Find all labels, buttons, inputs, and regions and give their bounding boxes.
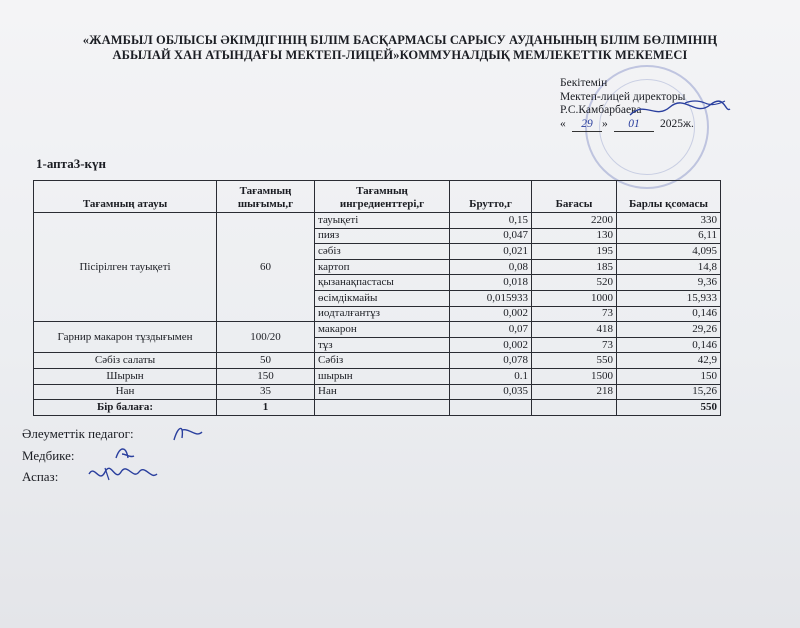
price-cell: 1000 (532, 290, 617, 306)
col-brutto: Брутто,г (450, 181, 532, 213)
sum-cell: 6,11 (617, 228, 721, 244)
approval-name: Р.С.Камбарбаева (560, 104, 642, 116)
price-cell: 185 (532, 259, 617, 275)
cook-label: Аспаз: (22, 469, 59, 484)
date-year: 2025ж. (660, 117, 694, 130)
price-cell: 218 (532, 384, 617, 400)
brutto-cell: 0,002 (450, 306, 532, 322)
sum-cell: 0,146 (617, 306, 721, 322)
dish-name-cell: Пісірілген тауықеті (34, 213, 217, 322)
total-empty-3 (532, 400, 617, 416)
ingredient-cell: пияз (315, 228, 450, 244)
price-cell: 130 (532, 228, 617, 244)
sum-cell: 14,8 (617, 259, 721, 275)
brutto-cell: 0,08 (450, 259, 532, 275)
date-day: 29 (572, 118, 602, 133)
brutto-cell: 0,035 (450, 384, 532, 400)
brutto-cell: 0,021 (450, 244, 532, 260)
header-line-2: АБЫЛАЙ ХАН АТЫНДАҒЫ МЕКТЕП-ЛИЦЕЙ»КОММУНАЛДЫҚ МЕМЛЕКЕТТІК МЕКЕМЕСІ (112, 48, 688, 62)
dish-yield-cell: 50 (217, 353, 315, 369)
price-cell: 195 (532, 244, 617, 260)
document-header (40, 33, 760, 63)
sum-cell: 15,26 (617, 384, 721, 400)
ingredient-cell: қызанақпастасы (315, 275, 450, 291)
dish-name-cell: Нан (34, 384, 217, 400)
table-row (34, 353, 721, 369)
price-cell: 418 (532, 322, 617, 338)
price-cell: 2200 (532, 213, 617, 229)
ingredient-cell: тұз (315, 337, 450, 353)
sum-cell: 9,36 (617, 275, 721, 291)
week-day-label: 1-апта3-күн (36, 156, 107, 171)
ingredient-cell: сәбіз (315, 244, 450, 260)
total-sum: 550 (617, 400, 721, 416)
sum-cell: 42,9 (617, 353, 721, 369)
table-row (34, 213, 721, 229)
price-cell: 73 (532, 337, 617, 353)
ingredient-cell: шырын (315, 368, 450, 384)
cook-signature (85, 460, 165, 490)
table-row (34, 322, 721, 338)
ingredient-cell: Нан (315, 384, 450, 400)
total-empty-2 (450, 400, 532, 416)
dish-name-cell: Сәбіз салаты (34, 353, 217, 369)
ingredient-cell: картоп (315, 259, 450, 275)
ingredient-cell: иодталғантұз (315, 306, 450, 322)
dish-yield-cell: 60 (217, 213, 315, 322)
approval-title: Бекітемін (560, 77, 608, 89)
table-header-row (34, 181, 721, 213)
price-cell: 1500 (532, 368, 617, 384)
total-yield: 1 (217, 400, 315, 416)
brutto-cell: 0,018 (450, 275, 532, 291)
dish-yield-cell: 35 (217, 384, 315, 400)
social-pedagogue-signature (168, 418, 208, 448)
sum-cell: 15,933 (617, 290, 721, 306)
table-row (34, 368, 721, 384)
nurse-label: Медбике: (22, 448, 75, 463)
brutto-cell: 0,15 (450, 213, 532, 229)
col-total: Барлы қсомасы (617, 181, 721, 213)
dish-name-cell: Шырын (34, 368, 217, 384)
social-pedagogue-label: Әлеуметтік педагог: (22, 426, 134, 441)
sum-cell: 330 (617, 213, 721, 229)
brutto-cell: 0,047 (450, 228, 532, 244)
ingredient-cell: Сәбіз (315, 353, 450, 369)
total-label: Бір балаға: (34, 400, 217, 416)
date-month: 01 (614, 118, 654, 133)
brutto-cell: 0.1 (450, 368, 532, 384)
total-row (34, 400, 721, 416)
brutto-cell: 0,015933 (450, 290, 532, 306)
brutto-cell: 0,078 (450, 353, 532, 369)
menu-table (33, 180, 721, 416)
total-empty-1 (315, 400, 450, 416)
director-signature (625, 95, 735, 125)
ingredient-cell: тауықеті (315, 213, 450, 229)
sum-cell: 4,095 (617, 244, 721, 260)
table-body (34, 213, 721, 416)
col-yield: Тағамның шығымы,г (217, 181, 315, 213)
dish-yield-cell: 100/20 (217, 322, 315, 353)
col-price: Бағасы (532, 181, 617, 213)
brutto-cell: 0,07 (450, 322, 532, 338)
sum-cell: 150 (617, 368, 721, 384)
sum-cell: 0,146 (617, 337, 721, 353)
sum-cell: 29,26 (617, 322, 721, 338)
header-line-1: «ЖАМБЫЛ ОБЛЫСЫ ӘКІМДІГІНІҢ БІЛІМ БАСҚАРМАСЫ САРЫСУ АУДАНЫНЫҢ БІЛІМ БӨЛІМІНІҢ (82, 33, 718, 47)
price-cell: 73 (532, 306, 617, 322)
dish-name-cell: Гарнир макарон тұздығымен (34, 322, 217, 353)
dish-yield-cell: 150 (217, 368, 315, 384)
date-close-quote: » (602, 117, 608, 130)
brutto-cell: 0,002 (450, 337, 532, 353)
price-cell: 520 (532, 275, 617, 291)
ingredient-cell: өсімдікмайы (315, 290, 450, 306)
col-dish-name: Тағамның атауы (34, 181, 217, 213)
approval-position: Мектеп-лицей директоры (560, 90, 686, 103)
table-row (34, 384, 721, 400)
ingredient-cell: макарон (315, 322, 450, 338)
date-open-quote: « (560, 117, 566, 130)
col-ingredients: Тағамның ингредиенттері,г (315, 181, 450, 213)
price-cell: 550 (532, 353, 617, 369)
